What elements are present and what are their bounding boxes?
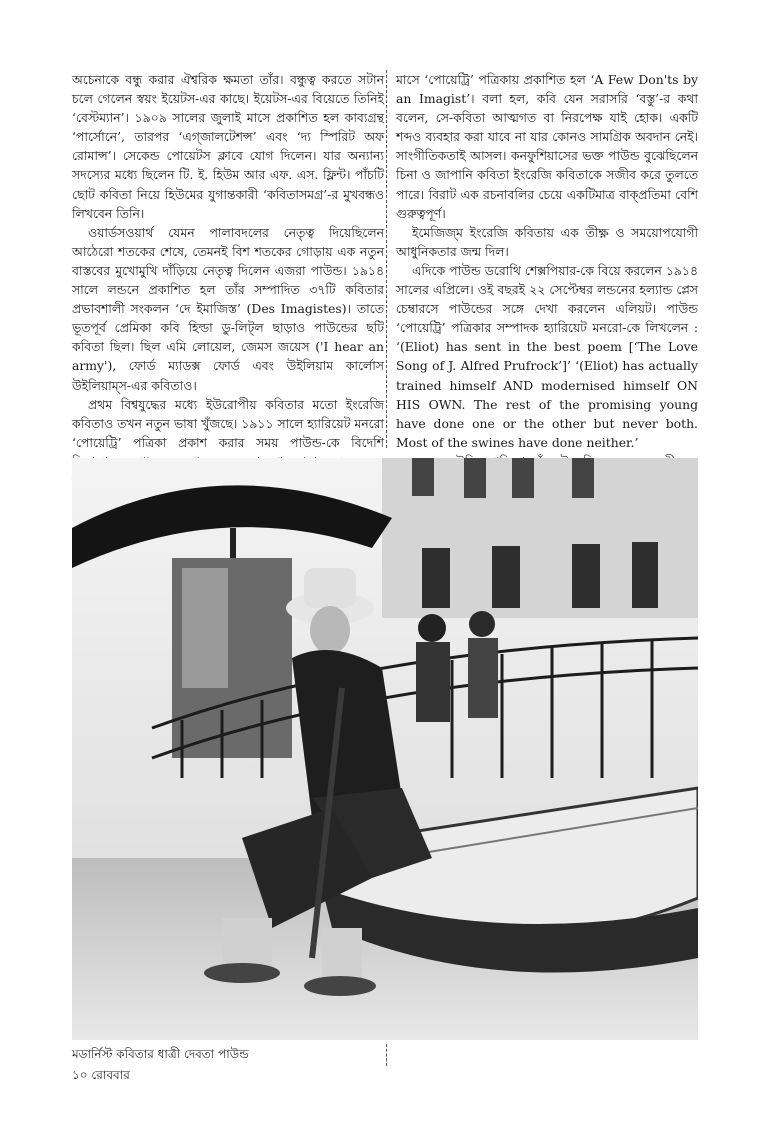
paragraph: অচেনাকে বন্ধু করার ঐশ্বরিক ক্ষমতা তাঁর। বন্ধুত্ব করতে সটান চলে গেলেন স্বয়ং ইয়েটস-এর কাছে। ইয়েটস-এর বিয়েতে তিনিই ‘বেস্টম্যান’। ১৯০৯ সালের জুলাই মাসে প্রকাশিত হল কাব্যগ্রন্থ ‘পার্সোনে’, তারপর ‘এগ্জালটেশন্স’ এবং ‘দ্য স্পিরিট অফ রোমান্স’। সেকেন্ড পোয়েটস ক্লাবে যোগ দিলেন। যার অন্যান্য সদস্যের মধ্যে ছিলেন টি. ই. হিউম আর এফ. এস. ফ্লিন্ট। পাঁচটি ছোট কবিতা নিয়ে হিউমের যুগান্তকারী ‘কবিতাসমগ্র’-র মুখবন্ধও লিখবেন তিনি। [72, 72, 384, 221]
paragraph: ওয়ার্ডসওয়ার্থ যেমন পালাবদলের নেতৃত্ব দিয়েছিলেন আঠেরো শতকের শেষে, তেমনই বিশ শতকের গোড়ায় এক নতুন বাস্তবের মুখোমুখি দাঁড়িয়ে নেতৃত্ব দিলেন এজরা পাউন্ড। ১৯১৪ সালে লন্ডনে প্রকাশিত হল তাঁর সম্পাদিত ৩৭টি কবিতার প্রভাবশালী সংকলন ‘দে ইমাজিস্ত’ (Des Imagistes)। তাতে ভূতপূর্ব প্রেমিকা কবি হিল্ডা ডু-লিট্ল ছাড়াও পাউন্ডের ছটি কবিতা ছিল। ছিল এমি লোয়েল, জেমস জয়েস ('I hear an army'), ফোর্ড ম্যাডক্স ফোর্ড এবং উইলিয়াম কার্লোস উইলিয়াম্স-এর কবিতাও। [72, 224, 384, 393]
article-right-column [396, 70, 698, 471]
article-left-column [72, 70, 384, 490]
photo-caption: মডার্নিস্ট কবিতার ধাত্রী দেবতা পাউন্ড [72, 1047, 249, 1061]
caption-divider [386, 1044, 387, 1066]
page-footer [72, 1067, 130, 1087]
paragraph: মাসে ‘পোয়েট্রি’ পত্রিকায় প্রকাশিত হল ‘A Few Don'ts by an Imagist’। বলা হল, কবি যেন সরাসরি ‘বস্তু’-র কথা বলেন, সে-কবিতা আত্মগত বা নিরপেক্ষ যাই হোক। একটি শব্দও ব্যবহার করা যাবে না যার কোনও সামগ্রিক অবদান নেই। সাংগীতিকতাই আসল। কনফুশিয়াসের ভক্ত পাউন্ড বুঝেছিলেন চিনা ও জাপানি কবিতা ইংরেজি কবিতাকে সজীব করে তুলতে পারে। বিরাট এক রচনাবলির চেয়ে একটিমাত্র বাক্প্রতিমা বেশি গুরুত্বপূর্ণ। [396, 72, 698, 221]
column-divider [386, 70, 387, 448]
paragraph: এদিকে পাউন্ড ডরোথি শেক্সপিয়ার-কে বিয়ে করলেন ১৯১৪ সালের এপ্রিলে। ওই বছরই ২২ সেপ্টেম্বর লন্ডনের হল্যান্ড প্লেস চেম্বারসে পাউন্ডের সঙ্গে দেখা করলেন এলিয়ট। পাউন্ড ‘পোয়েট্রি’ পত্রিকার সম্পাদক হ্যারিয়েট মনরো-কে লিখলেন : ‘(Eliot) has sent in the best poem [‘The Love Song of J. Alfred Prufrock’]’ ‘(Eliot) has actually trained himself AND modernised himself ON HIS OWN. The rest of the promising young have done one or the other but never both. Most of the swines have done neither.’ [396, 262, 698, 450]
photo-illustration [72, 458, 698, 1040]
article-photo [72, 458, 698, 1040]
paragraph: প্রথম বিশ্বযুদ্ধের মধ্যে ইউরোপীয় কবিতার মতো ইংরেজি কবিতাও তখন নতুন ভাষা খুঁজছে। ১৯১১ সালে হ্যারিয়েট মনরো ‘পোয়েট্রি’ পত্রিকা প্রকাশ করার সময় পাউন্ড-কে বিদেশি [72, 396, 384, 450]
magazine-name: রোববার [91, 1068, 130, 1082]
page-number: ১০ [72, 1068, 88, 1082]
paragraph: ইমেজিজ্‌ম ইংরেজি কবিতায় এক তীক্ষ্ণ ও সময়োপযোগী আধুনিকতার জন্ম দিল। [396, 224, 698, 259]
